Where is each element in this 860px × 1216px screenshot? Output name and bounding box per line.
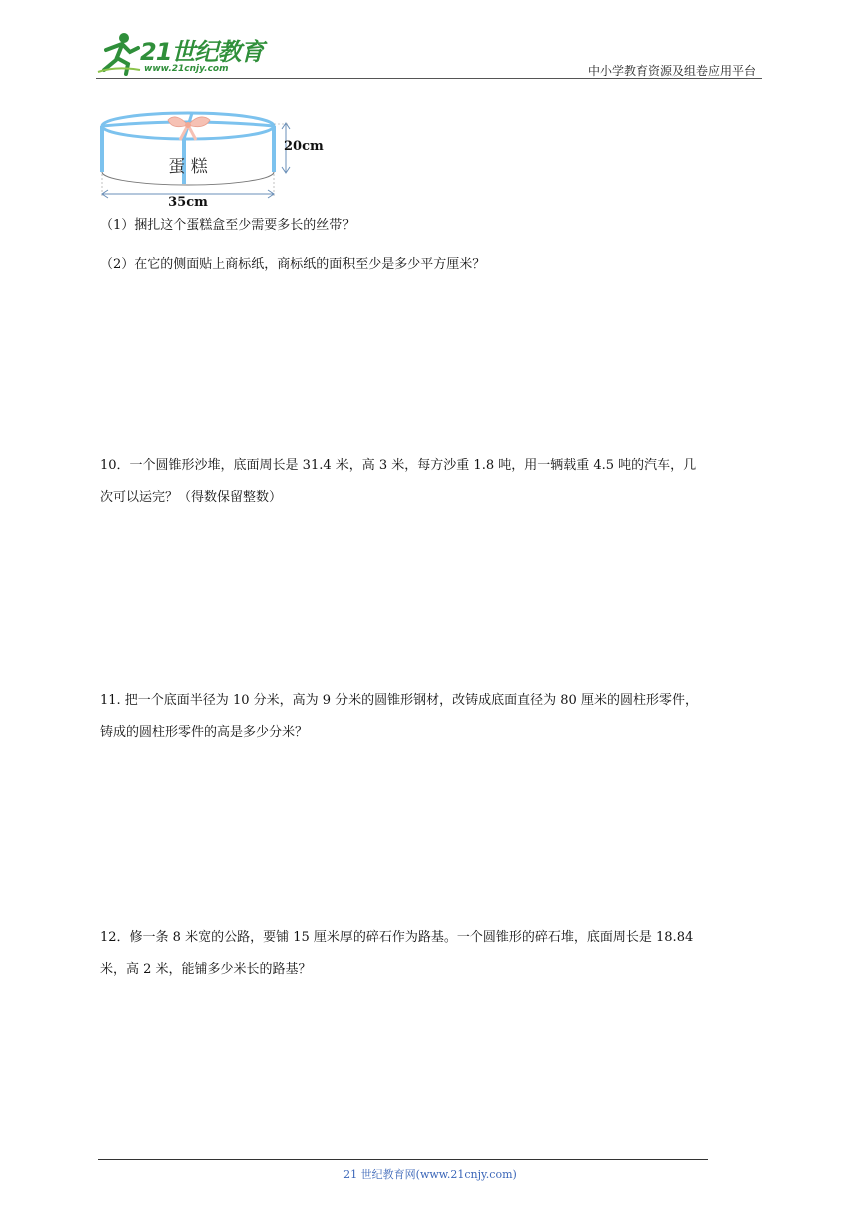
page-header (96, 30, 762, 80)
diameter-label: 35cm (168, 195, 208, 210)
question12-line2: 米，高 2 米，能铺多少米长的路基？ (100, 962, 312, 977)
height-label: 20cm (284, 139, 324, 154)
footer-link[interactable]: 21 世纪教育网(www.21cnjy.com) (343, 1168, 517, 1181)
logo-text: 21世纪教育 (140, 38, 264, 66)
question10-line1: 10．一个圆锥形沙堆，底面周长是 31.4 米，高 3 米，每方沙重 1.8 吨，用一辆载重 4.5 吨的汽车，几 (100, 458, 697, 473)
cake-box-figure (96, 98, 336, 210)
logo (96, 30, 266, 78)
footer-divider (98, 1159, 708, 1160)
question9-part2: （2）在它的侧面贴上商标纸，商标纸的面积至少是多少平方厘米？ (100, 257, 486, 272)
question11-line1: 11. 把一个底面半径为 10 分米，高为 9 分米的圆锥形钢材，改铸成底面直径为 80 厘米的圆柱形零件， (100, 693, 698, 708)
question10-line2: 次可以运完？（得数保留整数） (100, 490, 283, 505)
header-divider (96, 78, 762, 79)
question12-line1: 12．修一条 8 米宽的公路，要铺 15 厘米厚的碎石作为路基。一个圆锥形的碎石堆，底面周长是 18.84 (100, 930, 694, 945)
logo-url: www.21cnjy.com (144, 64, 229, 74)
cake-label: 蛋 糕 (168, 157, 208, 177)
runner-logo-icon (96, 30, 142, 76)
question11-line2: 铸成的圆柱形零件的高是多少分米？ (100, 725, 309, 740)
question9-part1: （1）捆扎这个蛋糕盒至少需要多长的丝带？ (100, 218, 356, 233)
platform-name: 中小学教育资源及组卷应用平台 (587, 64, 756, 78)
